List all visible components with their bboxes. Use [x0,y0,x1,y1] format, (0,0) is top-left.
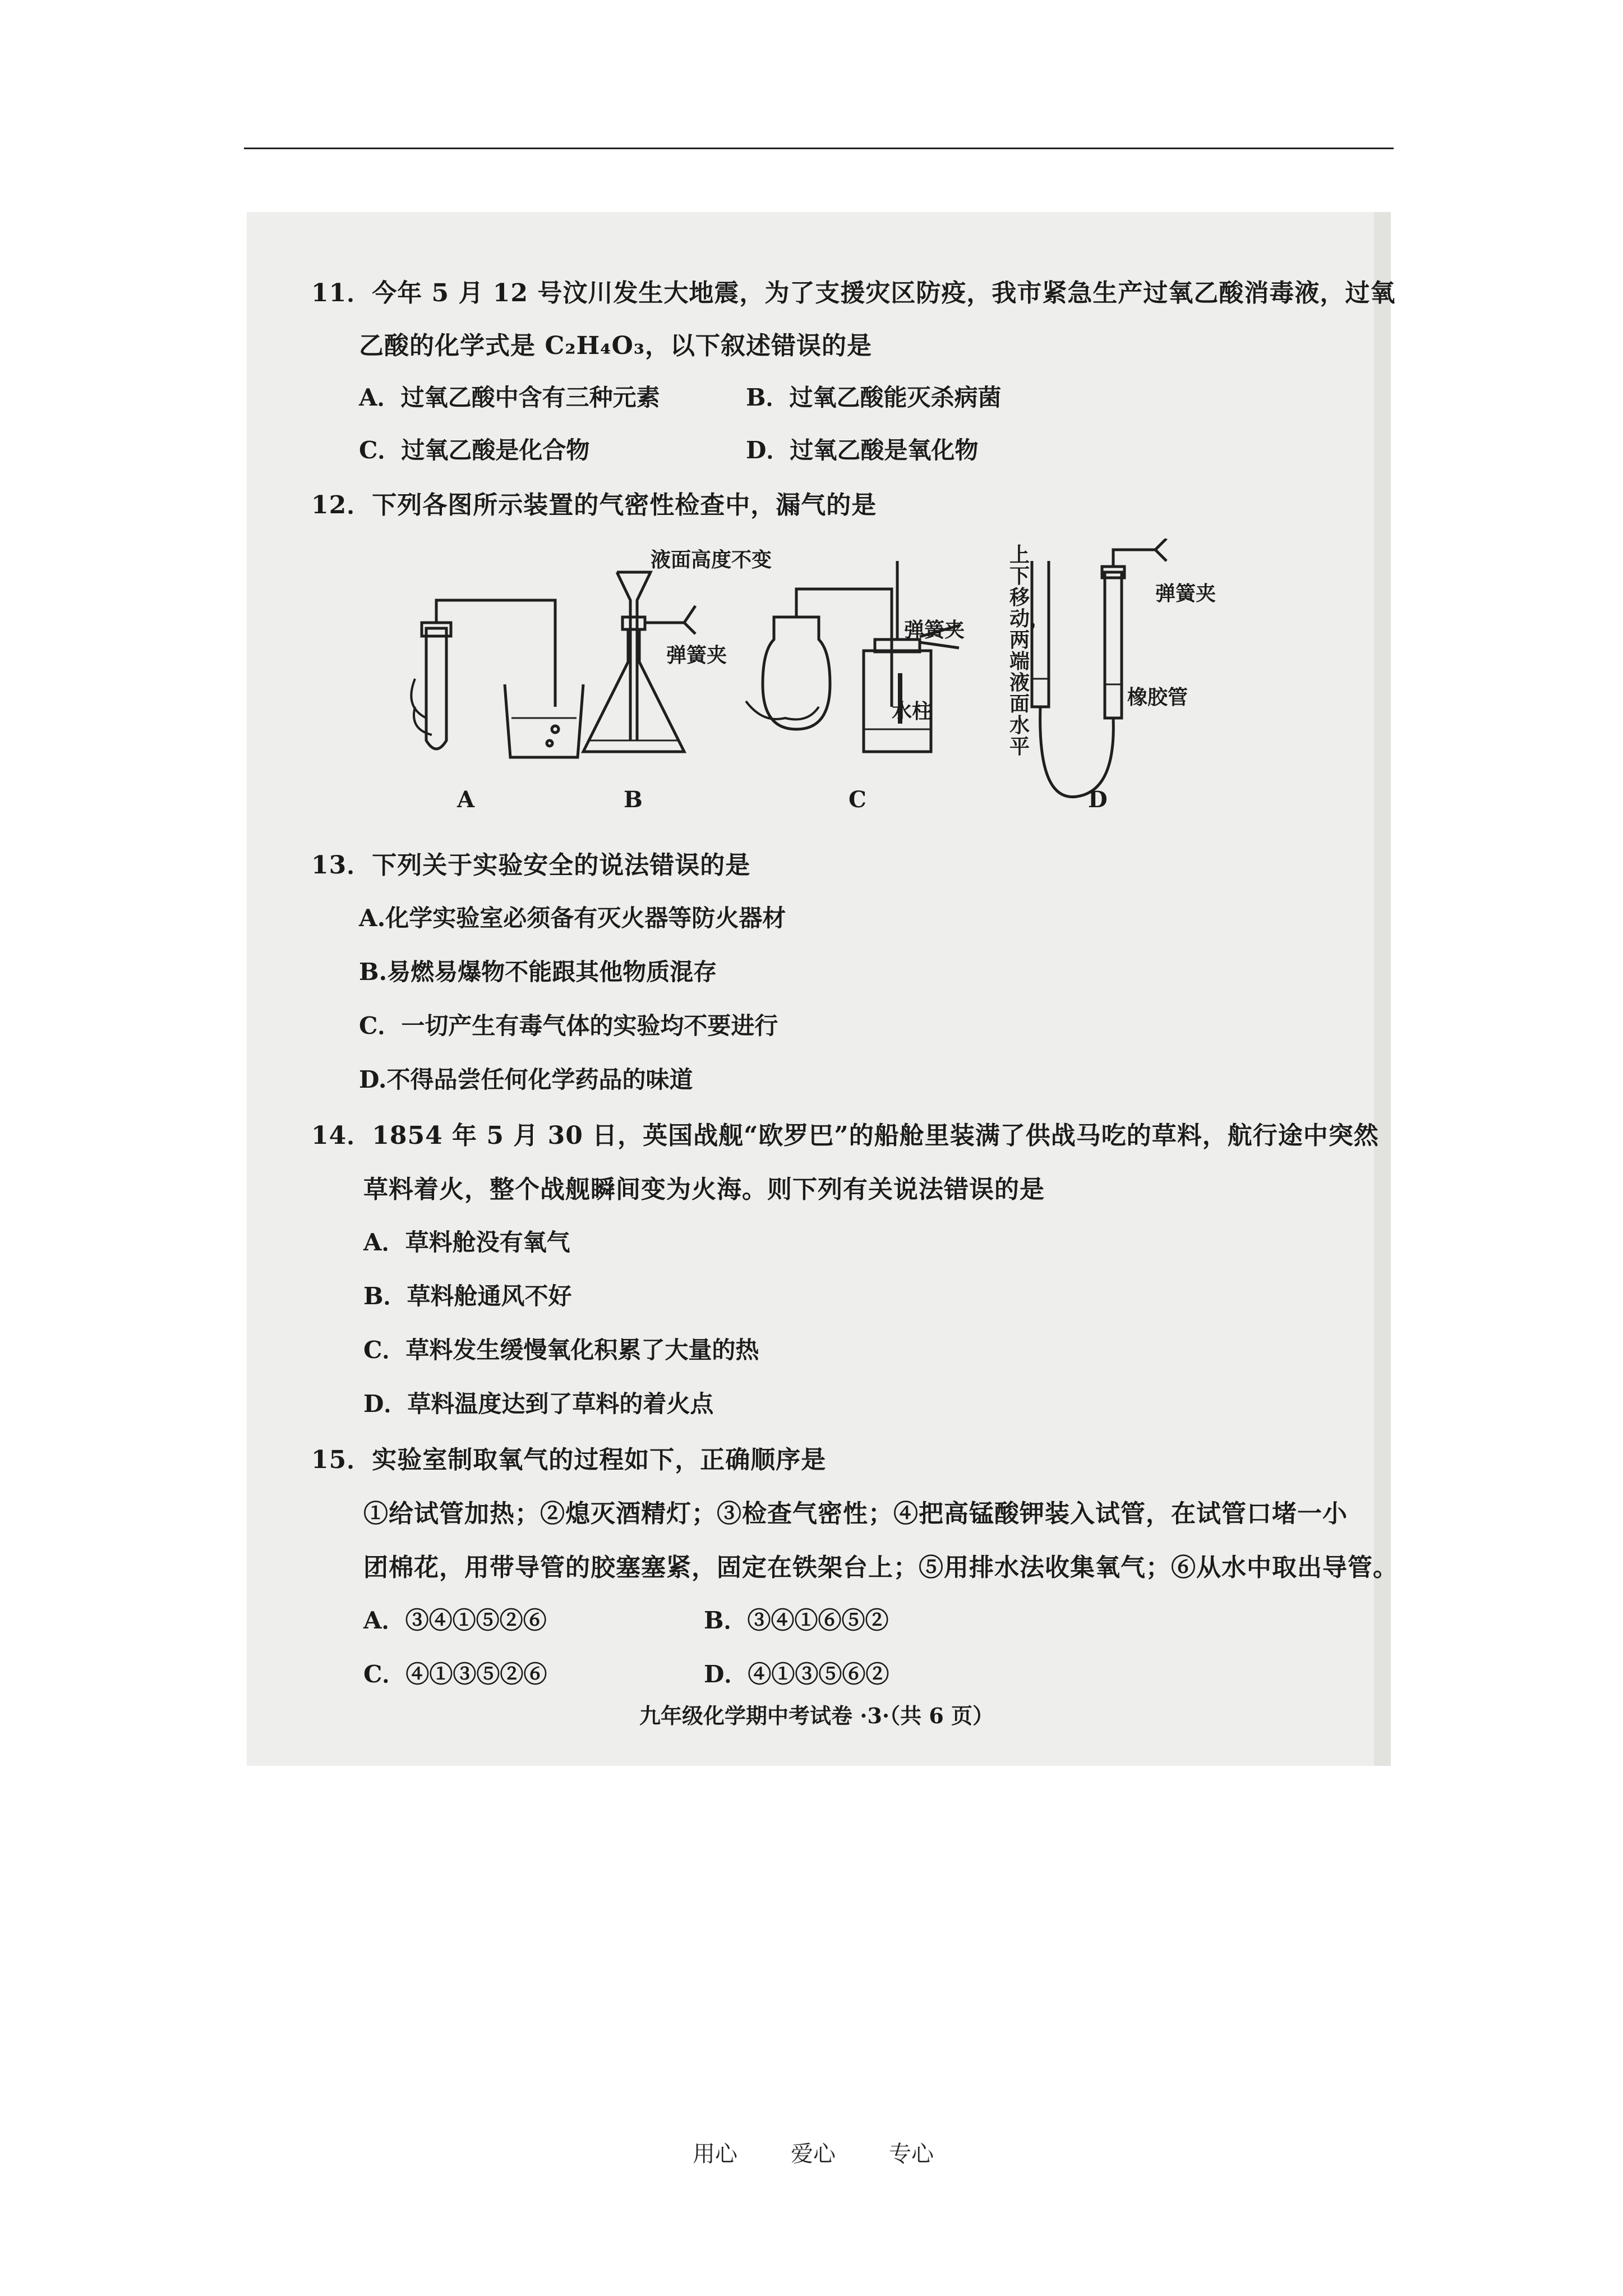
apparatus-c-flask [746,589,892,729]
apparatus-d-u-tube [1032,539,1166,797]
q12-apparatus-figure [393,539,1267,808]
q14-option-b: B．草料舱通风不好 [363,1282,572,1310]
q11-option-d: D．过氧乙酸是氧化物 [746,436,979,464]
q14-option-c: C．草料发生缓慢氧化积累了大量的热 [363,1336,759,1364]
q11-option-c: C．过氧乙酸是化合物 [359,436,590,464]
q14-option-a: A．草料舱没有氧气 [363,1228,570,1256]
q13-option-c: C．一切产生有毒气体的实验均不要进行 [359,1012,778,1039]
q15-stem-line1: 15．实验室制取氧气的过程如下，正确顺序是 [311,1446,827,1474]
q14-stem-line2: 草料着火，整个战舰瞬间变为火海。则下列有关说法错误的是 [363,1175,1045,1204]
header-rule [244,148,1394,149]
label-move-vertical: 上下移动，两端液面水平 [1009,543,1050,758]
label-liquid-level-unchanged: 液面高度不变 [651,548,772,572]
q14-stem-line1: 14．1854 年 5 月 30 日，英国战舰“欧罗巴”的船舱里装满了供战马吃的草料，航行途中突然 [311,1121,1379,1150]
q11-stem-line2: 乙酸的化学式是 C₂H₄O₃，以下叙述错误的是 [359,332,873,360]
q15-option-a: A．③④①⑤②⑥ [363,1607,547,1634]
label-spring-clip-b: 弹簧夹 [666,643,727,667]
q13-stem: 13．下列关于实验安全的说法错误的是 [311,851,751,880]
q15-option-d: D．④①③⑤⑥② [704,1660,889,1688]
q13-option-d: D.不得品尝任何化学药品的味道 [359,1066,693,1093]
q15-stem-line3: 团棉花，用带导管的胶塞塞紧，固定在铁架台上；⑤用排水法收集氧气；⑥从水中取出导管。 [363,1553,1398,1582]
q13-option-b: B.易燃易爆物不能跟其他物质混存 [359,958,717,986]
label-spring-clip-c: 弹簧夹 [904,618,965,642]
label-spring-clip-d: 弹簧夹 [1155,582,1216,605]
q14-option-d: D．草料温度达到了草料的着火点 [363,1390,714,1418]
label-rubber-tube: 橡胶管 [1127,685,1188,709]
site-footer-item: 爱心 [791,2141,836,2167]
site-footer-item: 专心 [889,2141,934,2167]
apparatus-a-beaker [505,684,583,757]
figure-letter-a: A [457,786,475,813]
q15-option-c: C．④①③⑤②⑥ [363,1660,547,1688]
q12-stem: 12．下列各图所示装置的气密性检查中，漏气的是 [311,491,877,519]
q13-option-a: A.化学实验室必须备有灭火器等防火器材 [359,904,786,932]
q11-option-a: A．过氧乙酸中含有三种元素 [359,384,660,411]
label-water-column: 水柱 [892,700,933,723]
q11-stem-line1: 11．今年 5 月 12 号汶川发生大地震，为了支援灾区防疫，我市紧急生产过氧乙酸消毒液，过氧 [311,279,1396,307]
exam-page-footer: 九年级化学期中考试卷 ·3·（共 6 页） [639,1703,994,1728]
scan-edge-shadow [1374,212,1391,1766]
figure-letter-c: C [849,786,866,813]
figure-letter-d: D [1088,786,1108,813]
apparatus-a-test-tube [411,600,555,749]
q15-stem-line2: ①给试管加热；②熄灭酒精灯；③检查气密性；④把高锰酸钾装入试管，在试管口堵一小 [363,1499,1348,1528]
q11-option-b: B．过氧乙酸能灭杀病菌 [746,384,1002,411]
figure-letter-b: B [624,786,643,813]
site-footer-item: 用心 [693,2141,737,2167]
q15-option-b: B．③④①⑥⑤② [704,1607,889,1634]
